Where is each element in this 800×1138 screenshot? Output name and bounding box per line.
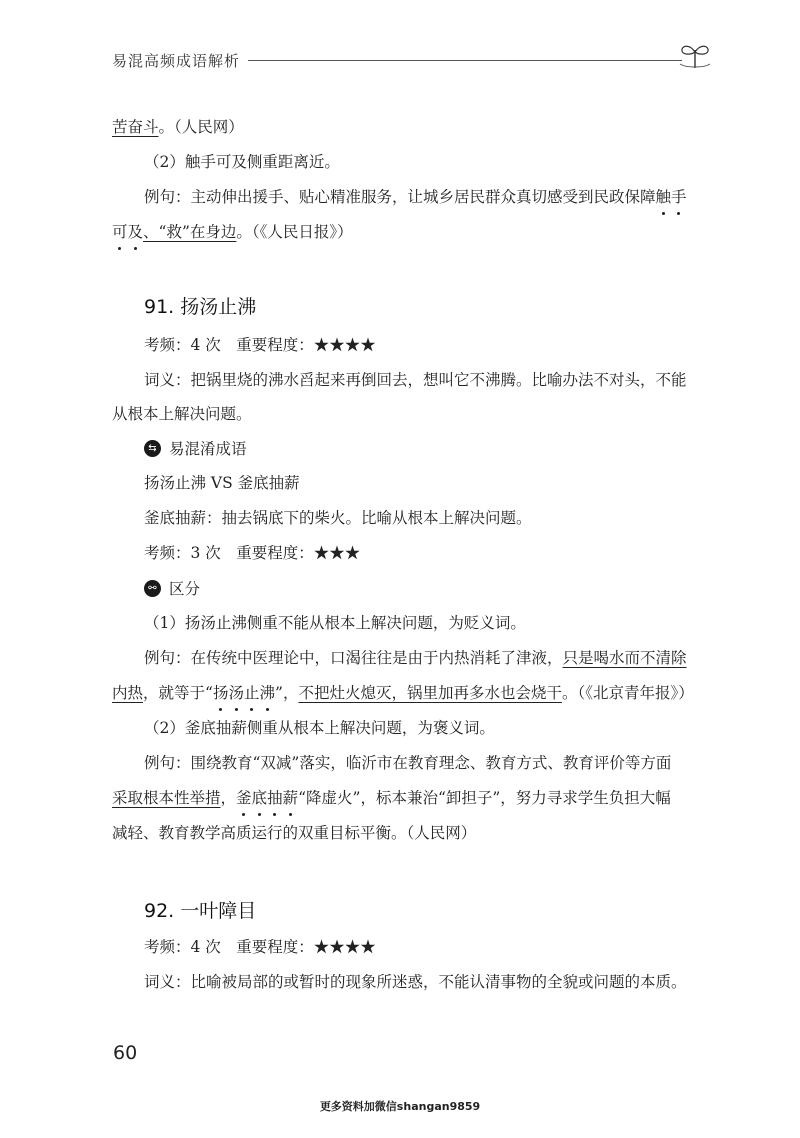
example-text: 例句：在传统中医理论中，口渴往往是由于内热消耗了津液， bbox=[144, 649, 563, 667]
prev-text: 例句：主动伸出援手、贴心精准服务，让城乡居民群众真切感受到民政保障 bbox=[144, 188, 656, 206]
entry-91-freq: 考频：4 次 重要程度：★★★★ bbox=[144, 336, 376, 354]
example-2-line-3: 减轻、教育教学高质运行的双重目标平衡。（人民网） bbox=[112, 824, 477, 842]
page-number: 60 bbox=[113, 1042, 138, 1064]
difference-section-heading bbox=[144, 577, 200, 599]
header-rule bbox=[248, 60, 682, 61]
dot-char: 沸 bbox=[259, 684, 276, 702]
dot-char: 釜 bbox=[236, 789, 252, 807]
dot-char: 触 bbox=[655, 188, 672, 206]
footer-note: 更多资料加微信shangan9859 bbox=[319, 1100, 481, 1113]
prev-text: 、“救”在身边 bbox=[143, 223, 237, 241]
diff-2: （2）釜底抽薪侧重从根本上解决问题，为褒义词。 bbox=[144, 719, 495, 737]
entry-92-def: 词义：比喻被局部的或暂时的现象所迷惑，不能认清事物的全貌或问题的本质。 bbox=[144, 973, 687, 991]
example-1-line-2 bbox=[112, 683, 700, 703]
example-underlined: 不把灶火熄灭，锅里加再多水也会烧干 bbox=[298, 684, 562, 702]
diff-1: （1）扬汤止沸侧重不能从根本上解决问题，为贬义词。 bbox=[144, 614, 526, 632]
entry-92-freq: 考频：4 次 重要程度：★★★★ bbox=[144, 938, 376, 956]
section-label: 区分 bbox=[169, 580, 201, 598]
example-underlined: 内热 bbox=[112, 684, 144, 702]
prev-line-3 bbox=[144, 187, 700, 207]
prev-source: 。（人民网） bbox=[158, 118, 244, 136]
dot-char: 汤 bbox=[228, 684, 244, 702]
example-text: “降虚火”，标本兼治“卸担子”，努力寻求学生负担大幅 bbox=[298, 789, 671, 807]
entry-91-title: 91. 扬汤止沸 bbox=[144, 296, 257, 318]
swap-icon: ⇆ bbox=[144, 440, 161, 457]
prev-line-4 bbox=[112, 222, 700, 242]
running-header bbox=[112, 40, 712, 80]
header-title: 易混高频成语解析 bbox=[112, 52, 241, 70]
dot-char: 可 bbox=[112, 223, 128, 241]
prev-source: 。（《人民日报》） bbox=[236, 223, 353, 241]
entry-91-def-2: 从根本上解决问题。 bbox=[112, 405, 252, 423]
fudi-def: 釜底抽薪：抽去锅底下的柴火。比喻从根本上解决问题。 bbox=[144, 509, 532, 527]
example-underlined: 只是喝水而不清除 bbox=[562, 649, 687, 667]
dot-char: 及 bbox=[127, 223, 144, 241]
prev-line-2: （2）触手可及侧重距离近。 bbox=[144, 153, 340, 171]
confusable-section-heading bbox=[144, 437, 247, 459]
fudi-freq: 考频：3 次 重要程度：★★★ bbox=[144, 544, 361, 562]
dot-char: 薪 bbox=[282, 789, 299, 807]
example-2-line-1: 例句：围绕教育“双减”落实，临沂市在教育理念、教育方式、教育评价等方面 bbox=[144, 754, 672, 772]
example-text: ，就等于“ bbox=[143, 684, 213, 702]
example-text: ”， bbox=[275, 684, 299, 702]
dot-char: 手 bbox=[671, 188, 687, 206]
prev-underlined-2 bbox=[112, 223, 236, 241]
section-label: 易混淆成语 bbox=[169, 440, 247, 458]
sprout-icon bbox=[678, 40, 712, 70]
dot-char: 底 bbox=[251, 789, 268, 807]
dot-char: 止 bbox=[243, 684, 260, 702]
compare-icon: ⚯ bbox=[144, 580, 161, 597]
example-underlined: 采取根本性举措 bbox=[112, 789, 221, 807]
dot-char: 扬 bbox=[212, 684, 229, 702]
prev-underlined: 苦奋斗 bbox=[112, 118, 159, 136]
prev-line-1 bbox=[112, 117, 700, 137]
example-1-line-1 bbox=[144, 648, 700, 668]
example-text: ， bbox=[220, 789, 237, 807]
example-2-line-2 bbox=[112, 788, 700, 808]
vs-line: 扬汤止沸 VS 釜底抽薪 bbox=[144, 474, 300, 492]
dot-char: 抽 bbox=[267, 789, 283, 807]
example-source: 。（《北京青年报》） bbox=[561, 684, 694, 702]
entry-92-title: 92. 一叶障目 bbox=[144, 900, 257, 922]
entry-91-def-1: 词义：把锅里烧的沸水舀起来再倒回去，想叫它不沸腾。比喻办法不对头，不能 bbox=[144, 371, 687, 389]
